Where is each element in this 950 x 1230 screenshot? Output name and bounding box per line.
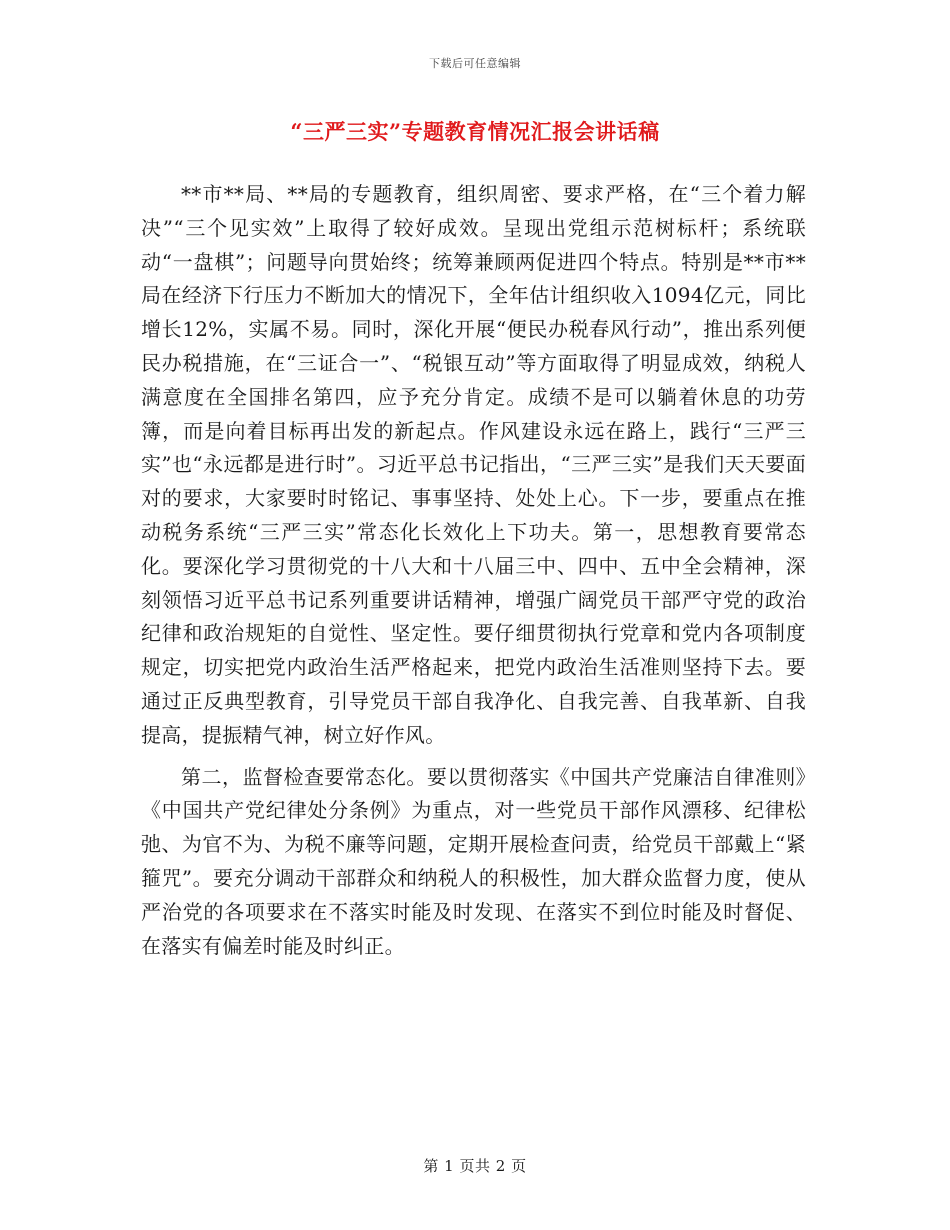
document-body	[141, 178, 806, 963]
page-number: 第 1 页共 2 页	[423, 1157, 527, 1175]
header-note: 下载后可任意编辑	[429, 57, 521, 70]
paragraph-1: **市**局、**局的专题教育，组织周密、要求严格，在“三个着力解决”“三个见实效”上取得了较好成效。呈现出党组示范树标杆；系统联动“一盘棋”；问题导向贯始终；统筹兼顾两促进四个特点。特别是**市**局在经济下行压力不断加大的情况下，全年估计组织收入1094亿元，同比增长12%，实属不易。同时，深化开展“便民办税春风行动”，推出系列便民办税措施，在“三证合一”、“税银互动”等方面取得了明显成效，纳税人满意度在全国排名第四，应予充分肯定。成绩不是可以躺着休息的功劳簿，而是向着目标再出发的新起点。作风建设永远在路上，践行“三严三实”也“永远都是进行时”。习近平总书记指出，“三严三实”是我们天天要面对的要求，大家要时时铭记、事事坚持、处处上心。下一步，要重点在推动税务系统“三严三实”常态化长效化上下功夫。第一，思想教育要常态化。要深化学习贯彻党的十八大和十八届三中、四中、五中全会精神，深刻领悟习近平总书记系列重要讲话精神，增强广阔党员干部严守党的政治纪律和政治规矩的自觉性、坚定性。要仔细贯彻执行党章和党内各项制度规定，切实把党内政治生活严格起来，把党内政治生活准则坚持下去。要通过正反典型教育，引导党员干部自我净化、自我完善、自我革新、自我提高，提振精气神，树立好作风。	[141, 182, 806, 747]
document-title: “三严三实”专题教育情况汇报会讲话稿	[290, 119, 660, 144]
paragraph-2: 第二，监督检查要常态化。要以贯彻落实《中国共产党廉洁自律准则》《中国共产党纪律处分条例》为重点，对一些党员干部作风漂移、纪律松弛、为官不为、为税不廉等问题，定期开展检查问责，给党员干部戴上“紧箍咒”。要充分调动干部群众和纳税人的积极性，加大群众监督力度，使从严治党的各项要求在不落实时能及时发现、在落实不到位时能及时督促、在落实有偏差时能及时纠正。	[141, 764, 806, 958]
